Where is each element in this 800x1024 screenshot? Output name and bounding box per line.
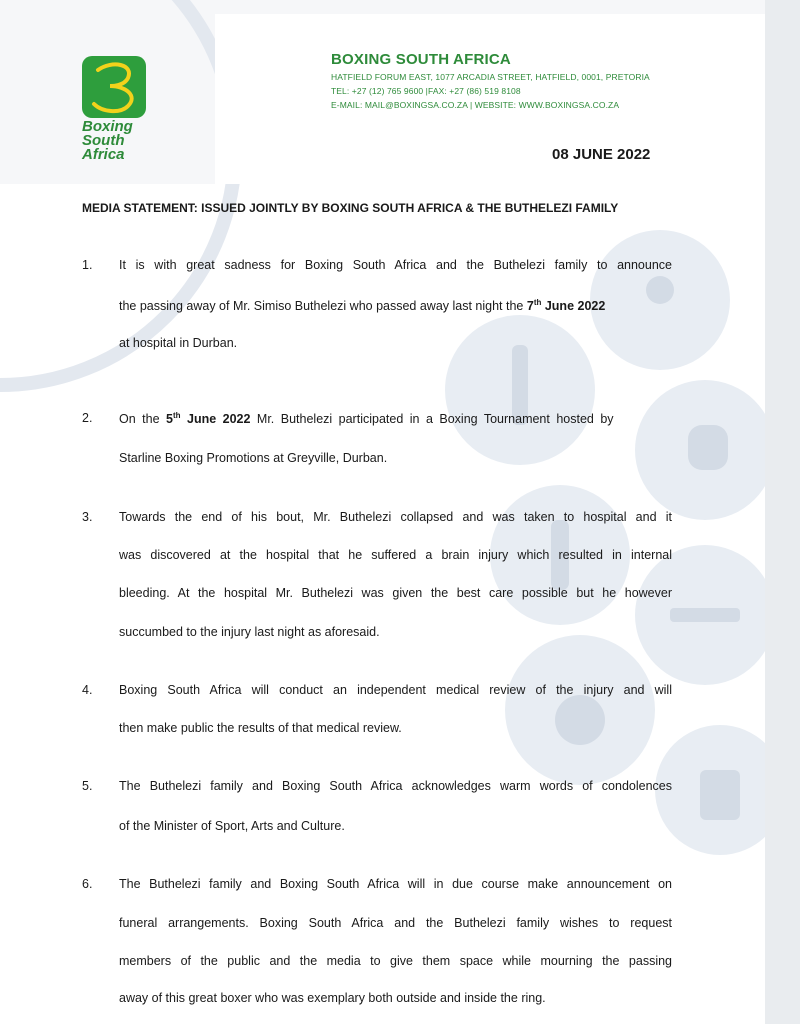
item-line: It is with great sadness for Boxing South Africa and the Buthelezi family to announce [119, 258, 672, 272]
logo-three-icon [82, 56, 146, 118]
item-superscript: th [533, 298, 542, 307]
item-line: members of the public and the media to give them space while mourning the passing [119, 954, 672, 968]
logo-line-3: Africa [82, 146, 125, 163]
item-line: then make public the results of that medical review. [119, 721, 402, 735]
item-number: 4. [82, 683, 93, 697]
boxing-sa-logo [82, 56, 152, 162]
item-number: 3. [82, 510, 93, 524]
logo-line-1: Boxing [82, 118, 133, 135]
item-line [119, 411, 672, 426]
org-tel-fax: TEL: +27 (12) 765 9600 |FAX: +27 (86) 519 8108 [331, 86, 521, 96]
weights-icon [670, 608, 740, 622]
item-bold-text: 5 [166, 412, 173, 427]
shoe-icon [700, 770, 740, 820]
item-number: 2. [82, 411, 93, 425]
letterhead-card [215, 14, 765, 184]
glove-icon [688, 425, 728, 470]
item-bold-text: June 2022 [180, 412, 251, 427]
item-line: Starline Boxing Promotions at Greyville, Durban. [119, 451, 388, 465]
item-line: Towards the end of his bout, Mr. Buthelezi collapsed and was taken to hospital and it [119, 510, 672, 524]
viewer-background-strip [765, 0, 800, 1024]
logo-line-2: South [82, 132, 125, 149]
item-number: 5. [82, 779, 93, 793]
item-bold-text: June 2022 [541, 299, 606, 314]
item-line: Boxing South Africa will conduct an independent medical review of the injury and will [119, 683, 672, 697]
item-line: away of this great boxer who was exemplary both outside and inside the ring. [119, 991, 546, 1005]
org-address: HATFIELD FORUM EAST, 1077 ARCADIA STREET, HATFIELD, 0001, PRETORIA [331, 72, 650, 82]
item-line: funeral arrangements. Boxing South Africa and the Buthelezi family wishes to request [119, 916, 672, 930]
item-text: On the [119, 412, 166, 427]
item-line: at hospital in Durban. [119, 336, 238, 350]
item-text: the passing away of Mr. Simiso Buthelezi who passed away last night the [119, 299, 527, 314]
item-text: Mr. Buthelezi participated in a Boxing Tournament hosted by [250, 412, 614, 427]
item-line: was discovered at the hospital that he suffered a brain injury which resulted in internal [119, 548, 672, 562]
item-line: succumbed to the injury last night as aforesaid. [119, 625, 380, 639]
kettlebell-icon [555, 695, 605, 745]
item-line: The Buthelezi family and Boxing South Africa acknowledges warm words of condolences [119, 779, 672, 793]
item-number: 1. [82, 258, 93, 272]
item-number: 6. [82, 877, 93, 891]
item-line: bleeding. At the hospital Mr. Buthelezi was given the best care possible but he however [119, 586, 672, 600]
item-line: of the Minister of Sport, Arts and Culture. [119, 819, 345, 833]
statement-date: 08 JUNE 2022 [552, 146, 651, 163]
item-superscript: th [172, 411, 181, 420]
org-name: BOXING SOUTH AFRICA [331, 51, 511, 68]
item-line: The Buthelezi family and Boxing South Africa will in due course make announcement on [119, 877, 672, 891]
statement-heading: MEDIA STATEMENT: ISSUED JOINTLY BY BOXING SOUTH AFRICA & THE BUTHELEZI FAMILY [82, 201, 619, 215]
item-line [119, 298, 672, 313]
item-bold-text: 7 [526, 299, 534, 314]
org-email-web: E-MAIL: MAIL@BOXINGSA.CO.ZA | WEBSITE: WWW.BOXINGSA.CO.ZA [331, 100, 620, 110]
logo-mark [82, 56, 146, 118]
logo-wordmark [82, 120, 152, 162]
